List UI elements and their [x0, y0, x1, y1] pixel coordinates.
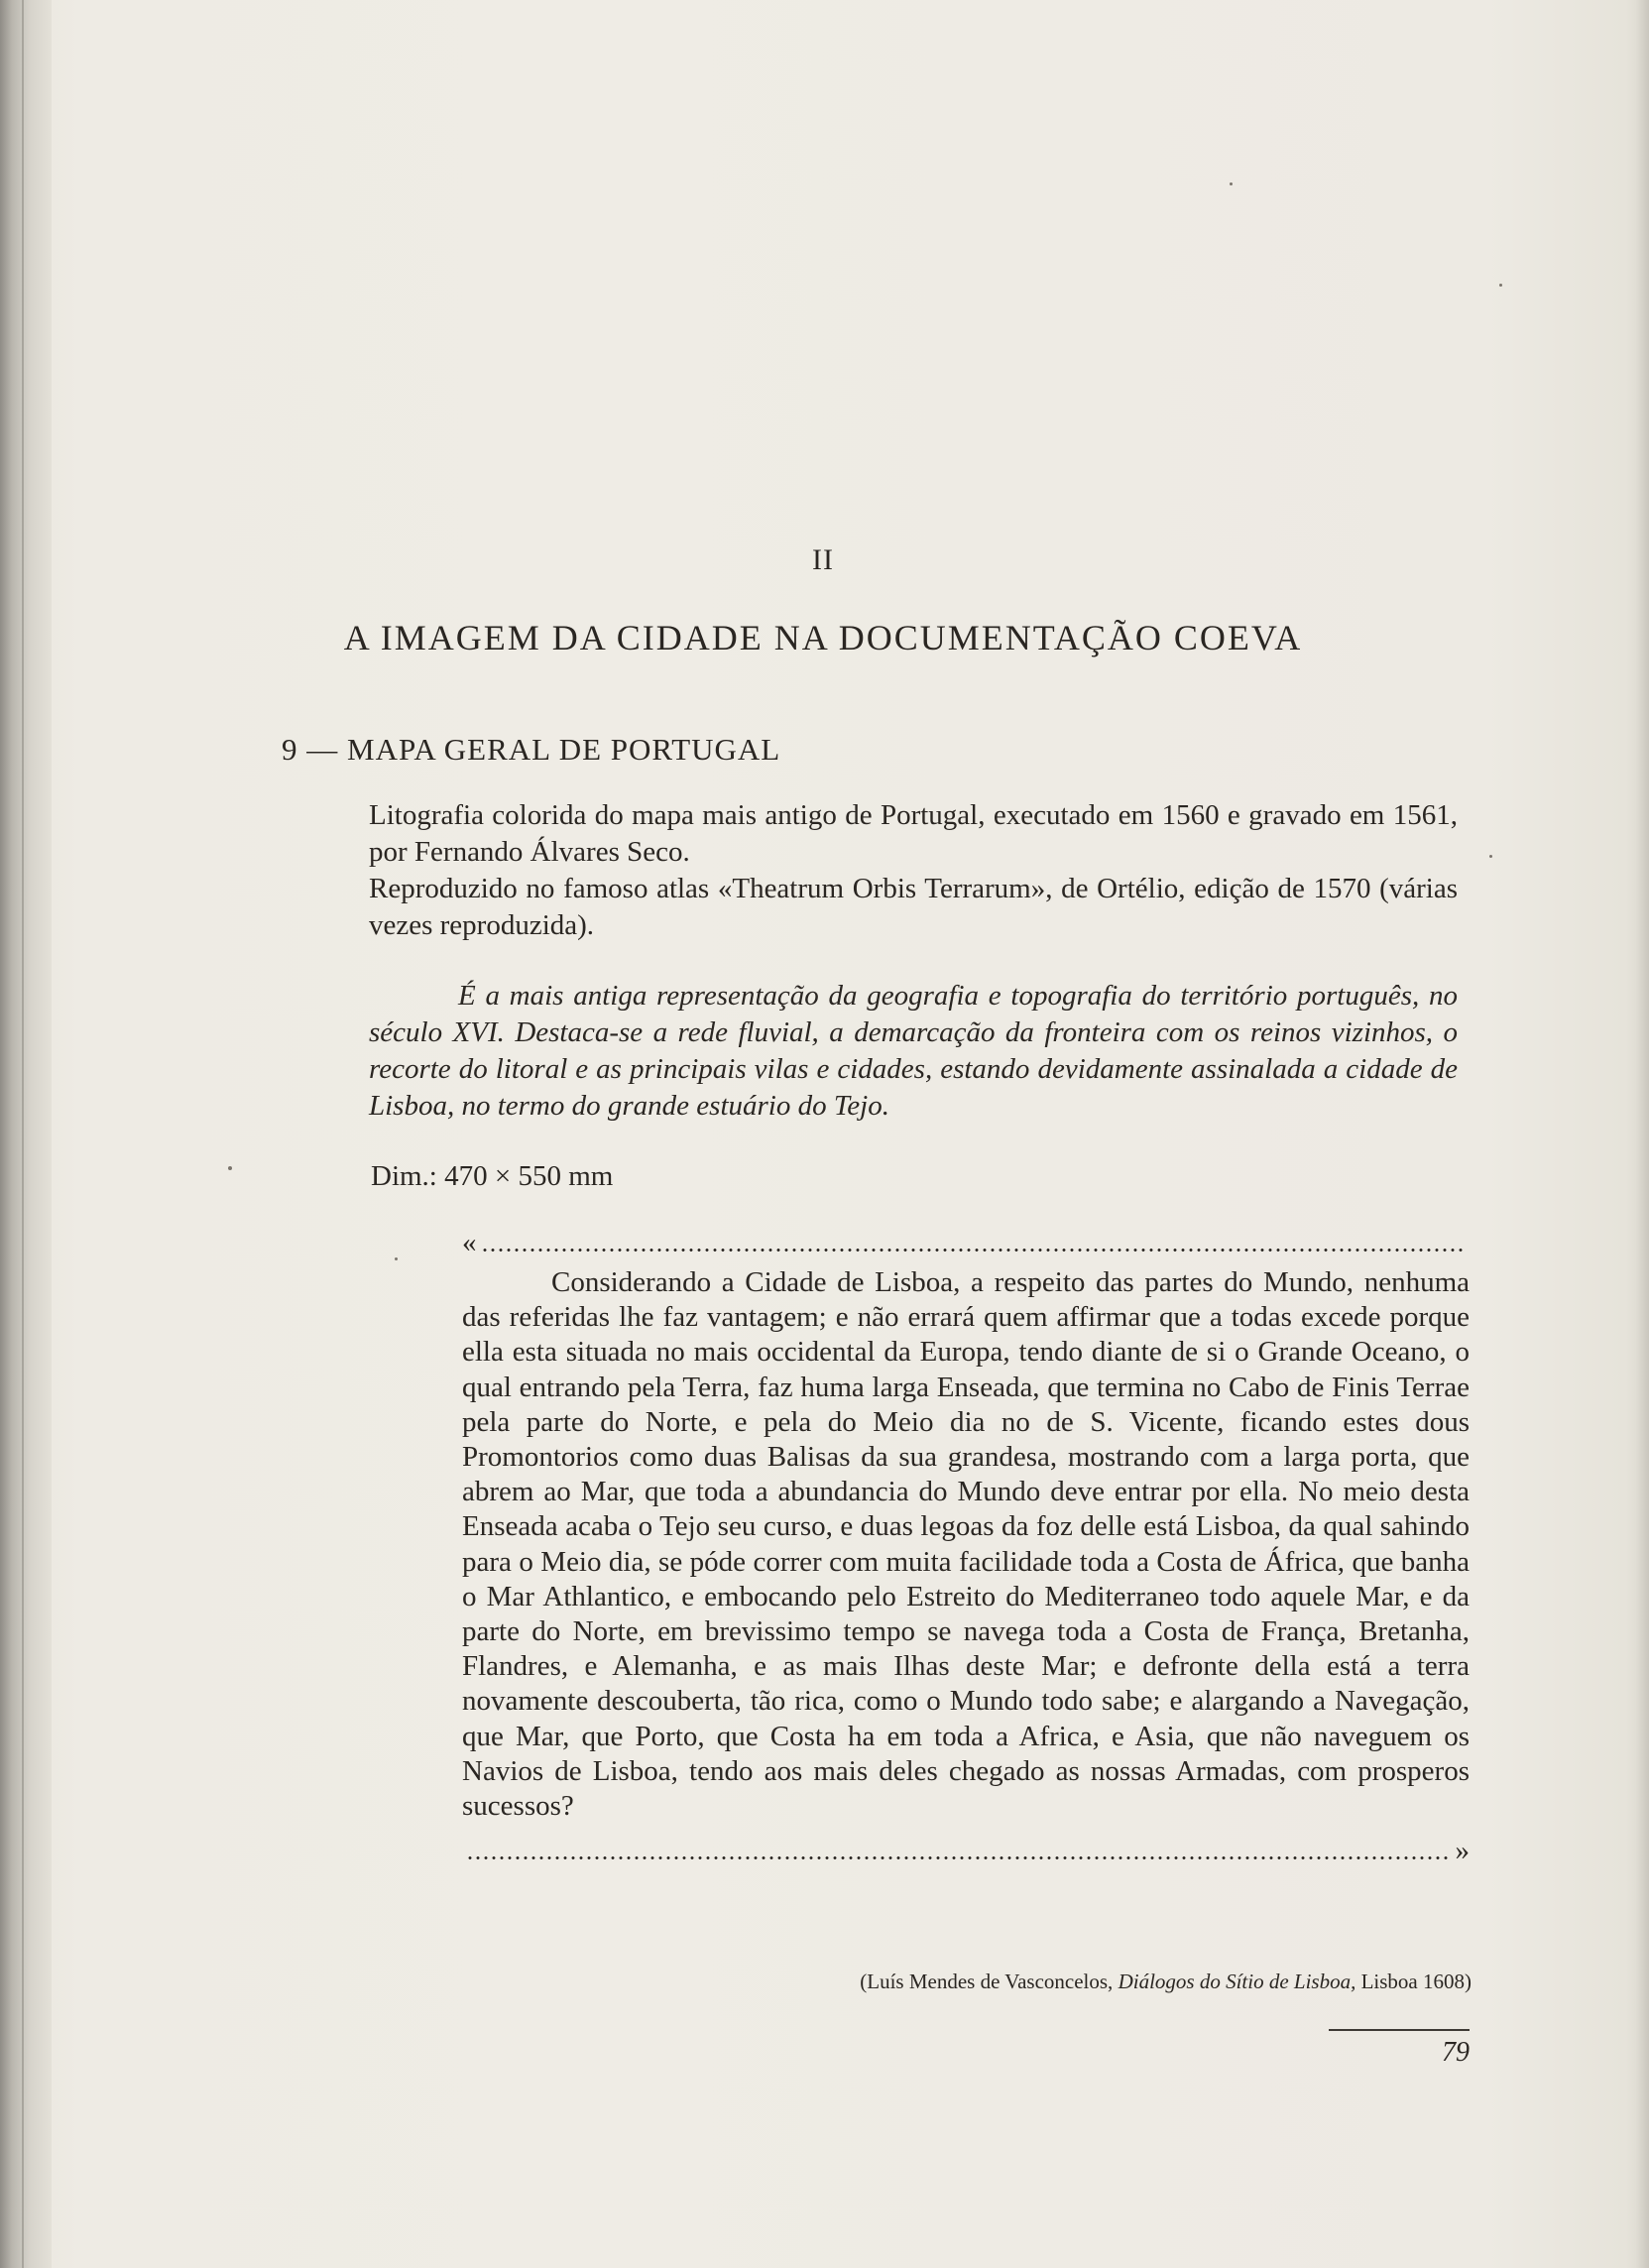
quote-text — [462, 1265, 1470, 1824]
page-number-rule — [1329, 2029, 1470, 2031]
paper-speck — [1230, 182, 1233, 185]
note-text: É a mais antiga representação da geografia e topografia do território português, no século XVI. Destaca-se a rede fluvial, a demarcação da fronteira com os reinos vizinhos, o recorte do litoral e as principais vilas e cidades, estando devidamente assinalada a cidade de Lisboa, no termo do grande estuário do Tejo. — [369, 980, 1458, 1122]
item-heading: 9 — MAPA GERAL DE PORTUGAL — [282, 732, 781, 767]
citation — [698, 1970, 1472, 1994]
item-note — [369, 978, 1458, 1125]
quote-open-mark: « — [462, 1227, 477, 1258]
ellipsis-dots — [481, 1249, 1467, 1252]
description-line: Reproduzido no famoso atlas «Theatrum Orbis Terrarum», de Ortélio, edição de 1570 (várias vezes reproduzida). — [369, 873, 1458, 941]
page-binding-fold — [22, 0, 24, 2268]
paper-speck — [395, 1257, 398, 1260]
quote-closing-ellipsis — [462, 1834, 1470, 1867]
paper-speck — [1489, 855, 1492, 858]
citation-author: (Luís Mendes de Vasconcelos, — [860, 1970, 1119, 1993]
citation-work: Diálogos do Sítio de Lisboa, — [1118, 1970, 1356, 1993]
quote-close-mark: » — [1455, 1835, 1470, 1867]
paper-speck — [1499, 284, 1502, 287]
paper-speck — [228, 1166, 232, 1170]
dimensions-label: Dim.: — [371, 1160, 437, 1192]
page-right-edge — [1635, 0, 1649, 2268]
quote-paragraph: Considerando a Cidade de Lisboa, a respeito das partes do Mundo, nenhuma das referidas lhe faz vantagem; e não errará quem affirmar que a todas excede porque ella esta situada no mais occidental da Europa, tendo diante de si o Grande Oceano, o qual entrando pela Terra, faz huma larga Enseada, que termina no Cabo de Finis Terrae pela parte do Norte, e pela do Meio dia no de S. Vicente, ficando estes dous Promontorios como duas Balisas da sua grandesa, mostrando com a larga porta, que abrem ao Mar, que toda a abundancia do Mundo deve entrar por ella. No meio desta Enseada acaba o Tejo seu curso, e duas legoas da foz delle está Lisboa, da qual sahindo para o Meio dia, se póde correr com muita facilidade toda a Costa de África, que banha o Mar Athlantico, e embocando pelo Estreito do Mediterraneo todo aquele Mar, e da parte do Norte, em brevissimo tempo se navega toda a Costa de França, Bretanha, Flandres, e Alemanha, e as mais Ilhas deste Mar; e defronte della está a terra novamente descouberta, tão rica, como o Mundo todo sabe; e alargando a Navegação, que Mar, que Porto, que Costa ha em toda a Africa, e Asia, que não naveguem os Navios de Lisboa, tendo aos mais deles chegado as nossas Armadas, com prosperos sucessos? — [462, 1266, 1470, 1823]
section-title: A IMAGEM DA CIDADE NA DOCUMENTAÇÃO COEVA — [343, 618, 1303, 657]
citation-place-year: Lisboa 1608) — [1355, 1970, 1472, 1993]
quote-opening-ellipsis — [462, 1226, 1470, 1259]
section-number: II — [812, 543, 834, 576]
page-number: 79 — [1442, 2037, 1470, 2068]
description-line: Litografia colorida do mapa mais antigo de Portugal, executado em 1560 e gravado em 1561, por Fernando Álvares Seco. — [369, 799, 1458, 868]
ellipsis-dots — [466, 1856, 1452, 1859]
quotation-block — [462, 1226, 1470, 1867]
page-binding-shadow — [0, 0, 52, 2268]
dimensions-value: 470 × 550 mm — [444, 1160, 614, 1192]
dimensions — [371, 1160, 613, 1193]
item-description — [369, 797, 1458, 944]
